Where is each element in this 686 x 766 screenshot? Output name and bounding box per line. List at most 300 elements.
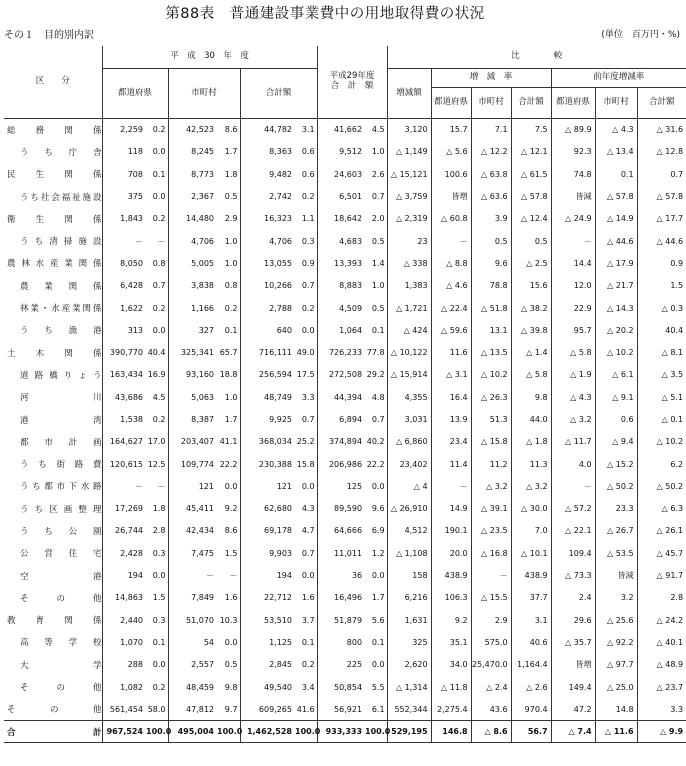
table-cell: 256,594 [240,364,295,386]
row-label [4,252,102,274]
table-cell: 20.0 [431,542,471,564]
table-cell: 0.8 [152,258,166,268]
table-cell: － [471,564,511,586]
table-cell: 17,269 [102,498,146,520]
table-cell: 4,509 [317,297,365,319]
table-cell: 0.2 [152,682,166,692]
table-row [4,609,686,631]
table-cell: 43,686 [102,386,146,408]
table-cell: △ 3.2 [511,475,551,497]
table-cell: 327 [168,319,217,341]
table-cell: 125 [317,475,365,497]
table-cell: 44,394 [317,386,365,408]
table-cell: 25.2 [296,437,315,447]
table-cell: 970.4 [511,698,551,720]
table-cell: － [229,571,238,581]
table-cell: 0.0 [301,325,315,335]
table-cell: 6.9 [371,526,385,536]
table-cell: 3.4 [301,682,315,692]
table-cell: 6.1 [371,704,385,714]
table-cell: 8,387 [168,408,217,430]
table-cell: 0.0 [152,571,166,581]
table-cell: 325 [387,631,431,653]
table-cell: 2,742 [240,185,295,207]
table-row [4,297,686,319]
table-cell: 0.8 [224,281,238,291]
table-cell: 0.5 [511,230,551,252]
table-cell: 36 [317,564,365,586]
table-cell: 4.5 [152,392,166,402]
table-cell: 1.0 [371,147,385,157]
table-cell: 25,470.0 [471,654,511,676]
row-label [4,141,102,163]
table-cell: △ 53.5 [595,542,637,564]
table-row [4,364,686,386]
row-label [4,386,102,408]
table-cell: △ 26.1 [637,520,686,542]
table-cell: △ 9.9 [637,721,686,743]
table-cell: △ 15.8 [471,431,511,453]
table-cell: △ 17.9 [595,252,637,274]
table-cell: 0.1 [301,637,315,647]
table-cell: 9,903 [240,542,295,564]
table-cell: 16,323 [240,208,295,230]
header-prev-total: 合計額 [637,88,686,119]
table-cell: 皆減 [595,564,637,586]
table-cell: 206,986 [317,453,365,475]
table-cell: 100.0 [217,721,240,743]
table-cell: 1.8 [224,169,238,179]
table-cell: 23,402 [387,453,431,475]
table-cell: 7.1 [471,119,511,141]
table-cell: 4,355 [387,386,431,408]
table-body [4,119,686,743]
table-cell: 23 [387,230,431,252]
table-cell: △ 1,149 [387,141,431,163]
table-cell: 120,615 [102,453,146,475]
table-cell: 374,894 [317,431,365,453]
row-label-text: 空港 [20,571,102,582]
table-cell: △ 15.5 [471,587,511,609]
row-label-text: 河川 [20,393,102,404]
table-cell: 皆増 [431,185,471,207]
row-label [4,208,102,230]
table-cell: 1,383 [387,275,431,297]
table-cell: 0.3 [152,548,166,558]
table-cell: △ 61.5 [511,163,551,185]
table-cell: △ 6.1 [595,364,637,386]
table-cell: 48,459 [168,676,217,698]
table-cell: 230,388 [240,453,295,475]
table-cell: 10,266 [240,275,295,297]
table-row [4,275,686,297]
table-cell: 552,344 [387,698,431,720]
table-cell: △ 11.7 [551,431,595,453]
table-cell: 2.4 [551,587,595,609]
table-cell: 1,843 [102,208,146,230]
table-cell: 13,055 [240,252,295,274]
row-label [4,453,102,475]
table-cell: 0.1 [224,325,238,335]
table-cell: 15.6 [511,275,551,297]
table-row [4,453,686,475]
table-cell: △ 23.5 [471,520,511,542]
table-cell: 163,434 [102,364,146,386]
table-cell: △ 5.1 [637,386,686,408]
table-cell: 89,590 [317,498,365,520]
table-cell: 35.1 [431,631,471,653]
table-cell: 0.1 [595,163,637,185]
table-cell: 3.9 [471,208,511,230]
table-cell: 11.6 [431,341,471,363]
row-label-text: その他 [7,705,102,716]
table-cell: 64,666 [317,520,365,542]
table-cell: 3.1 [301,125,315,135]
table-cell: △ 14.3 [595,297,637,319]
header-rate-total: 合計額 [511,88,551,119]
table-cell: 4,512 [387,520,431,542]
table-cell: △ 89.9 [551,119,595,141]
header-heisei29-line2: 合 計 額 [330,81,374,91]
table-cell: 9.6 [371,504,385,514]
table-cell: 2,367 [168,185,217,207]
table-cell: 272,508 [317,364,365,386]
row-label [4,587,102,609]
table-cell: 11.3 [511,453,551,475]
table-cell: 0.0 [224,637,238,647]
table-cell: 6,501 [317,185,365,207]
table-cell: △ 2,319 [387,208,431,230]
table-cell: 3,120 [387,119,431,141]
table-cell: 716,111 [240,341,295,363]
table-cell: 1,622 [102,297,146,319]
table-cell: 1,164.4 [511,654,551,676]
table-cell: 22.2 [219,459,238,469]
header-heisei29-line1: 平成29年度 [329,71,375,82]
table-cell: △ 22.1 [551,520,595,542]
table-cell: 22.9 [551,297,595,319]
table-cell: 0.3 [152,615,166,625]
table-cell: 7,475 [168,542,217,564]
table-cell: － [551,230,595,252]
table-cell: △ 2.4 [471,676,511,698]
row-label [4,408,102,430]
table-cell: △ 45.7 [637,542,686,564]
table-cell: 3.3 [637,698,686,720]
table-cell: △ 63.6 [471,185,511,207]
row-label [4,319,102,341]
table-cell: 18,642 [317,208,365,230]
table-cell: 77.8 [366,348,385,358]
table-cell: △ 6.3 [637,498,686,520]
row-label [4,230,102,252]
table-cell: 967,524 [102,721,146,743]
table-cell: 16.9 [147,370,166,380]
table-cell: △ 10,122 [387,341,431,363]
table-cell: △ 63.8 [471,163,511,185]
table-cell: 0.2 [152,415,166,424]
table-cell: 11.2 [471,453,511,475]
row-label-text: 土木関係 [7,348,102,359]
table-cell: 13.1 [471,319,511,341]
table-cell: 149.4 [551,676,595,698]
table-cell: △ 17.7 [637,208,686,230]
table-cell: 529,195 [387,721,431,743]
row-label-text: 高等学校 [20,638,102,649]
table-cell: 3.2 [595,587,637,609]
table-cell: 1.4 [371,258,385,268]
table-cell: 4.3 [301,504,315,514]
table-row [4,564,686,586]
table-cell: △ 338 [387,252,431,274]
header-heisei29 [317,46,387,119]
row-label [4,631,102,653]
table-cell: 50,854 [317,676,365,698]
table-cell: △ 10.2 [471,364,511,386]
table-cell: 7,849 [168,587,217,609]
table-cell: △ 6,860 [387,431,431,453]
table-cell: 93,160 [168,364,217,386]
table-cell: 41,662 [317,119,365,141]
row-label-text: 公営住宅 [20,549,102,560]
table-cell: △ 15,121 [387,163,431,185]
table-cell: 0.2 [224,303,238,313]
table-cell: 51,070 [168,609,217,631]
table-cell: △ 97.7 [595,654,637,676]
table-cell: △ 4.3 [551,386,595,408]
table-cell: 2,845 [240,654,295,676]
table-cell: 16,496 [317,587,365,609]
table-cell: △ 13.4 [595,141,637,163]
row-label-text: うち清掃施設 [20,237,102,248]
table-cell: △ 1.4 [511,341,551,363]
table-cell: △ 24.2 [637,609,686,631]
header-municipalities: 市町村 [168,69,240,119]
table-cell: 1.8 [152,504,166,514]
table-cell: 0.9 [637,252,686,274]
table-cell: △ 50.2 [595,475,637,497]
table-cell: △ 3,759 [387,185,431,207]
table-cell: 9,925 [240,408,295,430]
table-cell: 13,393 [317,252,365,274]
header-heisei30: 平 成 30 年 度 [102,46,317,69]
table-cell: 390,770 [102,341,146,363]
table-cell: △ 3.2 [471,475,511,497]
table-cell: △ 25.0 [595,676,637,698]
row-label [4,564,102,586]
table-cell: 1,462,528 [240,721,295,743]
table-cell: 40.2 [366,437,385,447]
row-label [4,431,102,453]
table-cell: 9.8 [224,682,238,692]
table-cell: 5,063 [168,386,217,408]
row-label-text: 農業関係 [20,281,102,292]
table-cell: △ 26,910 [387,498,431,520]
table-cell: 194 [240,564,295,586]
table-cell: 1.7 [224,415,238,424]
table-cell: 44.0 [511,408,551,430]
table-cell: 2.6 [371,169,385,179]
table-cell: 1.0 [224,392,238,402]
table-cell: 56,921 [317,698,365,720]
table-cell: 0.7 [301,548,315,558]
table-row [4,654,686,676]
row-label [4,609,102,631]
row-label-text: うち漁港 [20,326,102,337]
table-cell: 2,259 [102,119,146,141]
table-cell: 26,744 [102,520,146,542]
table-cell: 9,482 [240,163,295,185]
table-cell: 8.6 [224,526,238,536]
table-cell: 22.2 [366,459,385,469]
table-row [4,408,686,430]
table-cell: 44,782 [240,119,295,141]
table-row [4,431,686,453]
table-cell: △ 3.2 [551,408,595,430]
table-cell: 106.3 [431,587,471,609]
table-cell: 8,883 [317,275,365,297]
table-cell: △ 12.8 [637,141,686,163]
table-cell: 8,773 [168,163,217,185]
table-cell: 4.0 [551,453,595,475]
table-cell: △ 9.4 [595,431,637,453]
table-cell: △ 2.6 [511,676,551,698]
table-cell: △ 12.1 [511,141,551,163]
table-cell: △ 15.2 [595,453,637,475]
table-cell: 3.3 [301,392,315,402]
row-label [4,297,102,319]
table-cell: 1,166 [168,297,217,319]
table-cell: 47,812 [168,698,217,720]
table-cell: △ 1.9 [551,364,595,386]
table-cell: 313 [102,319,146,341]
table-cell: 0.5 [224,192,238,202]
row-label [4,119,102,141]
table-cell: 0.1 [152,169,166,179]
table-cell: 3,838 [168,275,217,297]
table-cell: 0.3 [301,236,315,246]
table-cell: 47.2 [551,698,595,720]
table-cell: 575.0 [471,631,511,653]
table-cell: 933,333 [317,721,365,743]
table-cell: 1.0 [371,281,385,291]
row-label [4,364,102,386]
table-cell: 16.4 [431,386,471,408]
table-cell: 49.0 [296,348,315,358]
table-cell: 54 [168,631,217,653]
header-change-rate: 増 減 率 [431,69,551,88]
table-cell: － [431,230,471,252]
table-cell: △ 25.6 [595,609,637,631]
table-row [4,119,686,141]
table-cell: △ 38.2 [511,297,551,319]
table-cell: － [157,481,166,491]
table-cell: 56.7 [511,721,551,743]
page-title: 第88表 普通建設事業費中の用地取得費の状況 [165,6,485,22]
table-cell: 5.6 [371,615,385,625]
table-cell: 9,512 [317,141,365,163]
table-cell: △ 10.1 [511,542,551,564]
table-row [4,542,686,564]
table-cell: 164,627 [102,431,146,453]
table-cell: 9.6 [471,252,511,274]
table-cell: 48,749 [240,386,295,408]
row-label [4,185,102,207]
table-cell: 0.2 [152,303,166,313]
table-cell: 0.1 [371,325,385,335]
table-cell: 74.8 [551,163,595,185]
table-cell: 0.0 [152,147,166,157]
table-cell: 6,216 [387,587,431,609]
table-cell: 438.9 [431,564,471,586]
table-cell: 0.7 [371,415,385,424]
row-label-text: うち社会福祉施設 [20,192,102,203]
table-cell: 0.6 [301,169,315,179]
table-cell: 53,510 [240,609,295,631]
table-cell: － [551,475,595,497]
table-cell: 65.7 [219,348,238,358]
table-cell: 皆減 [551,185,595,207]
table-cell: △ 10.2 [595,341,637,363]
table-cell: △ 5.8 [551,341,595,363]
table-cell: 0.0 [152,660,166,670]
table-cell: 8,363 [240,141,295,163]
table-cell: 1.7 [371,593,385,603]
table-cell: 4,706 [168,230,217,252]
table-cell: 0.0 [371,571,385,581]
table-cell: △ 21.7 [595,275,637,297]
table-row [4,386,686,408]
table-row [4,631,686,653]
table-cell: 1,538 [102,408,146,430]
table-cell: 92.3 [551,141,595,163]
header-rate-municipalities: 市町村 [471,88,511,119]
table-cell: 23.4 [431,431,471,453]
table-cell: △ 9.1 [595,386,637,408]
table-cell: △ 5.8 [511,364,551,386]
row-label-text: うち公園 [20,526,102,537]
row-label-text: その他 [20,593,102,604]
table-cell: 3.1 [511,609,551,631]
table-cell: △ 1.8 [511,431,551,453]
table-cell: 45,411 [168,498,217,520]
unit-label: (単位 百万円・%) [601,30,680,40]
table-cell: △ 57.2 [551,498,595,520]
table-cell: 1,070 [102,631,146,653]
table-cell: 0.7 [301,415,315,424]
table-cell: 609,265 [240,698,295,720]
table-cell: △ 60.8 [431,208,471,230]
table-cell: 41.1 [219,437,238,447]
table-cell: 0.7 [301,281,315,291]
table-cell: △ 1,721 [387,297,431,319]
table-cell: 1.5 [637,275,686,297]
table-cell: 0.1 [152,637,166,647]
table-row [4,230,686,252]
row-label [4,275,102,297]
header-category: 区 分 [4,46,102,119]
table-cell: 4,683 [317,230,365,252]
table-cell: 51,879 [317,609,365,631]
table-cell: 62,680 [240,498,295,520]
land-acquisition-table [4,46,686,743]
table-cell: 2,557 [168,654,217,676]
table-cell: 0.7 [152,281,166,291]
table-cell: 69,178 [240,520,295,542]
table-cell: 495,004 [168,721,217,743]
header-rate-prefectures: 都道府県 [431,88,471,119]
table-cell: 0.2 [301,192,315,202]
